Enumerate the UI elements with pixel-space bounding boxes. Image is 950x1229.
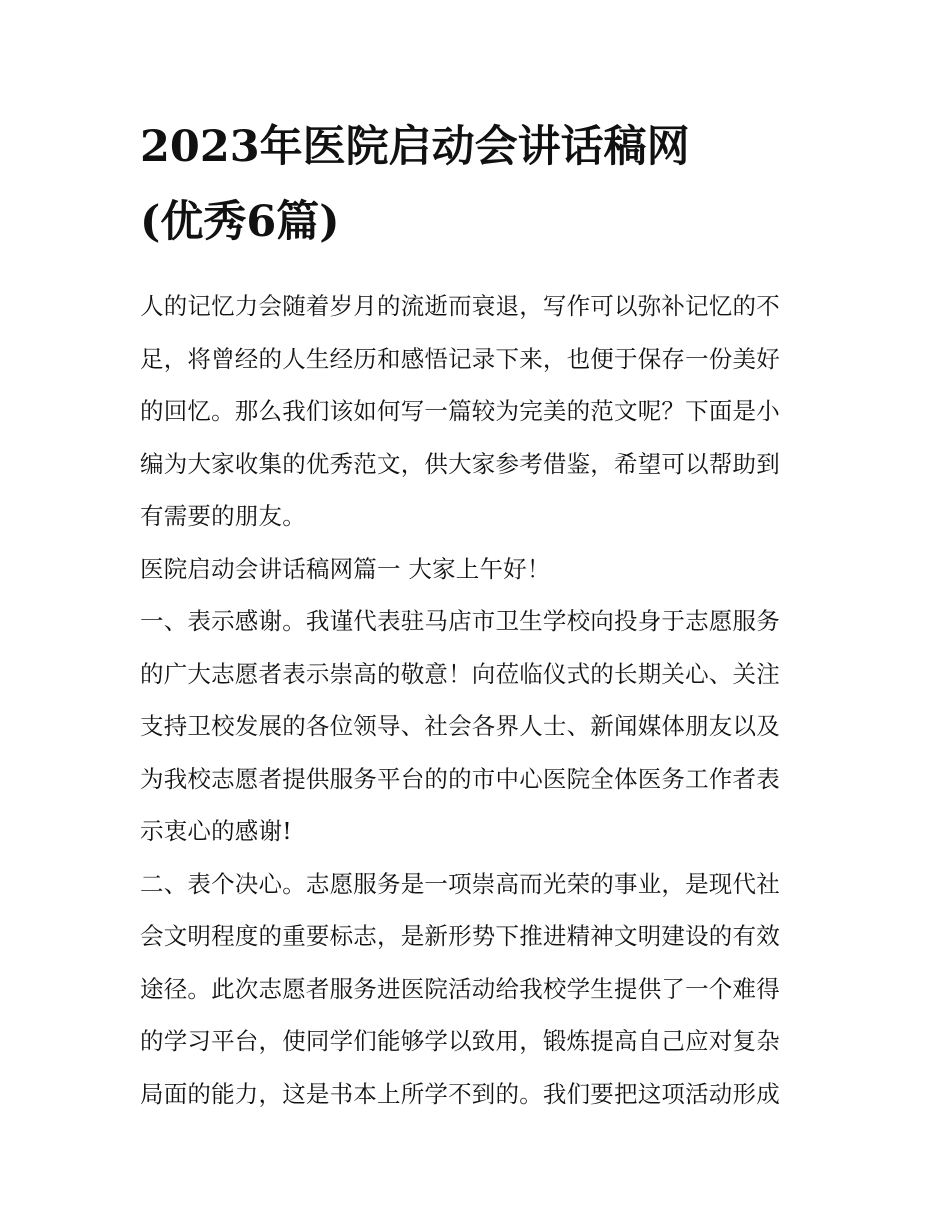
document-title [140,110,812,260]
title-line: 2023年医院启动会讲话稿网 [140,122,690,172]
document-page [140,110,812,1120]
text-line: 有需要的朋友。 [140,502,306,530]
text-line: 人的记忆力会随着岁月的流逝而衰退，写作可以弥补记忆的不 [140,292,780,320]
resolution-paragraph [140,858,812,1121]
text-line: 局面的能力，这是书本上所学不到的。我们要把这项活动形成 [140,1079,780,1108]
text-line: 为我校志愿者提供服务平台的的市中心医院全体医务工作者表 [140,764,780,793]
section-heading-paragraph [140,543,812,596]
text-line: 医院启动会讲话稿网篇一 大家上午好！ [140,554,551,583]
text-line: 支持卫校发展的各位领导、社会各界人士、新闻媒体朋友以及 [140,712,780,740]
text-line: 的学习平台，使同学们能够学以致用，锻炼提高自己应对复杂 [140,1027,780,1055]
text-line: 二、表个决心。志愿服务是一项崇高而光荣的事业，是现代社 [140,869,780,898]
text-line: 编为大家收集的优秀范文，供大家参考借鉴，希望可以帮助到 [140,449,780,478]
thanks-paragraph [140,595,812,858]
text-line: 的回忆。那么我们该如何写一篇较为完美的范文呢？下面是小 [140,397,780,425]
text-line: 示衷心的感谢! [140,817,292,845]
text-line: 一、表示感谢。我谨代表驻马店市卫生学校向投身于志愿服务 [140,607,780,635]
title-line: (优秀6篇) [140,197,340,247]
text-line: 会文明程度的重要标志，是新形势下推进精神文明建设的有效 [140,922,780,950]
text-line: 足，将曾经的人生经历和感悟记录下来，也便于保存一份美好 [140,344,780,373]
intro-paragraph [140,280,812,543]
text-line: 的广大志愿者表示崇高的敬意！向莅临仪式的长期关心、关注 [140,659,780,688]
text-line: 途径。此次志愿者服务进医院活动给我校学生提供了一个难得 [140,974,780,1003]
